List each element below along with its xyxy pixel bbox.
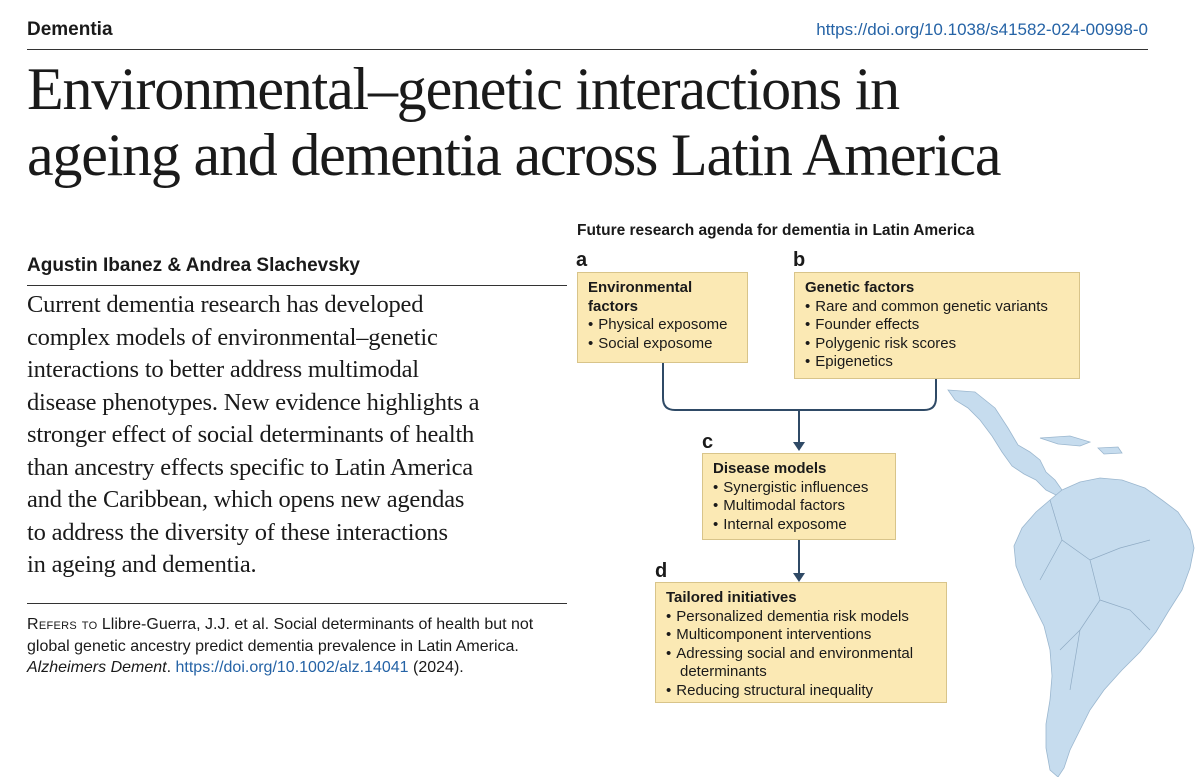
panel-c-item: • Multimodal factors	[713, 497, 885, 516]
panel-d-tailored-initiatives	[655, 582, 947, 703]
panel-c-item: • Internal exposome	[713, 516, 885, 535]
connector-b	[799, 379, 936, 410]
panel-d-item: • Adressing social and environmental	[666, 645, 936, 664]
panel-d-heading: Tailored initiatives	[666, 589, 797, 606]
panel-letter-d: d	[655, 560, 668, 582]
reference-citation: Refers to Llibre-Guerra, J.J. et al. Social determinants of health but not global genetic ancestry predict dementia prevalence in Latin America. Alzheimers Dement. https://doi.org/10.1002/alz.14041 (2024).	[27, 616, 534, 676]
panel-d-item-continued-text: determinants	[680, 663, 767, 680]
panel-a-item: • Social exposome	[588, 335, 737, 354]
reference-text: Llibre-Guerra, J.J. et al. Social determinants of health but not global genetic ancestry predict dementia prevalence in Latin America.	[27, 616, 534, 655]
panel-d-item: • Personalized dementia risk models	[666, 608, 936, 627]
reference-journal: Alzheimers Dement	[27, 659, 167, 676]
abstract-line: interactions to better address multimodal	[27, 356, 419, 383]
abstract-line: stronger effect of social determinants of health	[27, 421, 475, 448]
reference-year: (2024).	[413, 659, 464, 676]
panel-c-disease-models	[702, 453, 896, 540]
abstract-line: disease phenotypes. New evidence highlights a	[27, 388, 480, 416]
abstract-line: Current dementia research has developed	[27, 291, 424, 318]
panel-b-item: • Polygenic risk scores	[805, 335, 1069, 354]
panel-a-heading-line1: Environmental	[588, 279, 693, 296]
panel-b-heading: Genetic factors	[805, 279, 915, 296]
connector-a	[663, 363, 799, 410]
panel-a-item: • Physical exposome	[588, 316, 737, 335]
abstract-line: to address the diversity of these interactions	[27, 518, 448, 546]
title-line-1: Environmental–genetic interactions in	[27, 56, 899, 122]
article-doi-link[interactable]: https://doi.org/10.1038/s41582-024-00998-0	[816, 20, 1148, 39]
latin-america-map	[948, 390, 1194, 777]
panel-c-heading: Disease models	[713, 460, 827, 477]
map-central-america	[948, 390, 1062, 496]
panel-c-item: • Synergistic influences	[713, 479, 885, 498]
authors: Agustin Ibanez & Andrea Slachevsky	[27, 255, 360, 276]
abstract-line: than ancestry effects specific to Latin America	[27, 453, 473, 481]
reference-prefix: Refers to	[27, 616, 98, 633]
title-line-2: ageing and dementia across Latin America	[27, 122, 1001, 188]
panel-b-genetic-factors	[794, 272, 1080, 379]
map-south-america	[1014, 478, 1194, 777]
map-cuba	[1040, 436, 1090, 446]
panel-letter-a: a	[576, 249, 588, 271]
arrowhead-d	[793, 573, 805, 582]
panel-letter-c: c	[702, 431, 714, 453]
map-hispaniola	[1098, 447, 1122, 454]
abstract-line: complex models of environmental–genetic	[27, 323, 438, 351]
panel-letter-b: b	[793, 249, 806, 271]
abstract-line: in ageing and dementia.	[27, 551, 257, 578]
panel-b-item: • Rare and common genetic variants	[805, 298, 1069, 317]
arrowhead-c	[793, 442, 805, 451]
section-label: Dementia	[27, 19, 113, 40]
panel-b-item: • Founder effects	[805, 316, 1069, 335]
figure-title: Future research agenda for dementia in Latin America	[577, 222, 975, 239]
panel-b-item: • Epigenetics	[805, 353, 1069, 372]
reference-doi-link[interactable]: https://doi.org/10.1002/alz.14041	[175, 659, 409, 676]
panel-d-item: • Reducing structural inequality	[666, 682, 936, 701]
abstract-line: and the Caribbean, which opens new agendas	[27, 486, 465, 513]
panel-a-heading-line2: factors	[588, 297, 639, 315]
panel-d-item: • Multicomponent interventions	[666, 626, 936, 645]
panel-d-item-continued	[666, 663, 936, 682]
panel-a-environmental-factors	[577, 272, 748, 363]
